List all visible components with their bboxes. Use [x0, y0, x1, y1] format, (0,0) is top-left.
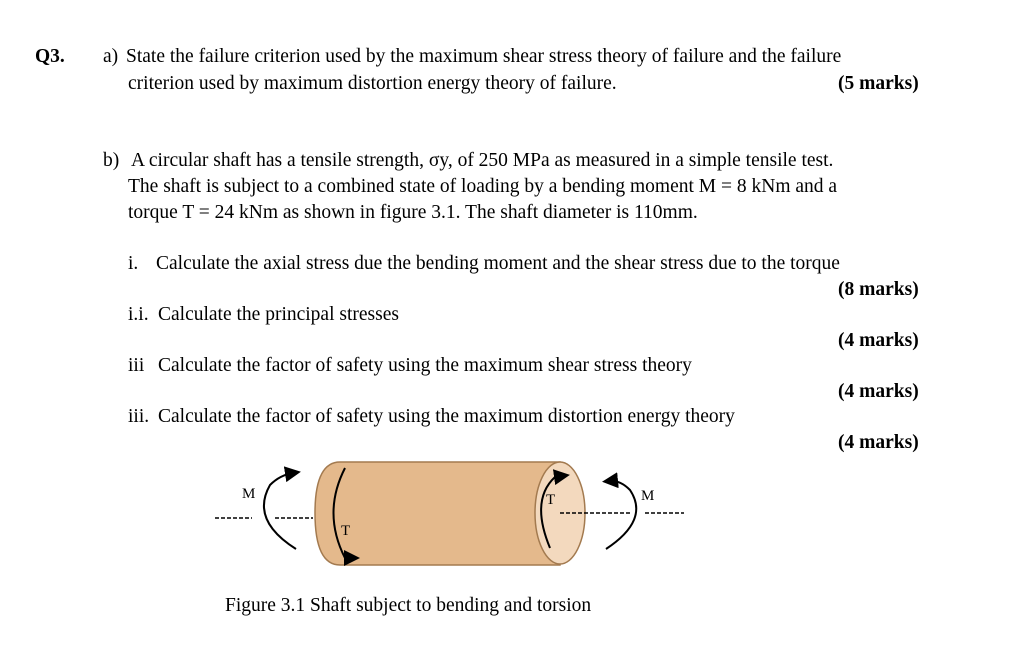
moment-arrow-left	[264, 473, 296, 549]
moment-label-left: M	[242, 486, 256, 502]
part-a-label: a)	[103, 46, 119, 67]
part-a-marks: (5 marks)	[838, 73, 919, 94]
torque-label-right: T	[546, 492, 556, 508]
torque-label-left: T	[341, 523, 351, 539]
part-a-text: State the failure criterion used by the maximum shear stress theory of failure and the failure	[126, 46, 842, 67]
part-b-label: b)	[103, 150, 120, 171]
subpart-label: iii	[128, 355, 145, 376]
part-b-text: The shaft is subject to a combined state of loading by a bending moment M = 8 kNm and a	[128, 176, 838, 197]
subpart-label: i.i.	[128, 304, 149, 325]
subpart-marks: (8 marks)	[838, 279, 919, 300]
part-b-text: torque T = 24 kNm as shown in figure 3.1. The shaft diameter is 110mm.	[128, 202, 698, 223]
part-a-text: criterion used by maximum distortion energy theory of failure.	[128, 73, 617, 94]
subpart-label: iii.	[128, 406, 150, 427]
subpart-marks: (4 marks)	[838, 432, 919, 453]
part-b-text: A circular shaft has a tensile strength, σy, of 250 MPa as measured in a simple tensile test.	[131, 150, 834, 171]
question-number: Q3.	[35, 46, 65, 67]
subpart-marks: (4 marks)	[838, 381, 919, 402]
moment-arrow-right	[606, 481, 636, 549]
subpart-text: Calculate the factor of safety using the maximum distortion energy theory	[158, 406, 735, 427]
subpart-label: i.	[128, 253, 139, 274]
subpart-text: Calculate the axial stress due the bending moment and the shear stress due to the torque	[156, 253, 840, 274]
figure-caption: Figure 3.1 Shaft subject to bending and torsion	[225, 595, 592, 616]
subpart-text: Calculate the factor of safety using the maximum shear stress theory	[158, 355, 692, 376]
shaft-body	[315, 462, 560, 565]
subpart-marks: (4 marks)	[838, 330, 919, 351]
subpart-text: Calculate the principal stresses	[158, 304, 399, 325]
moment-label-right: M	[641, 488, 655, 504]
